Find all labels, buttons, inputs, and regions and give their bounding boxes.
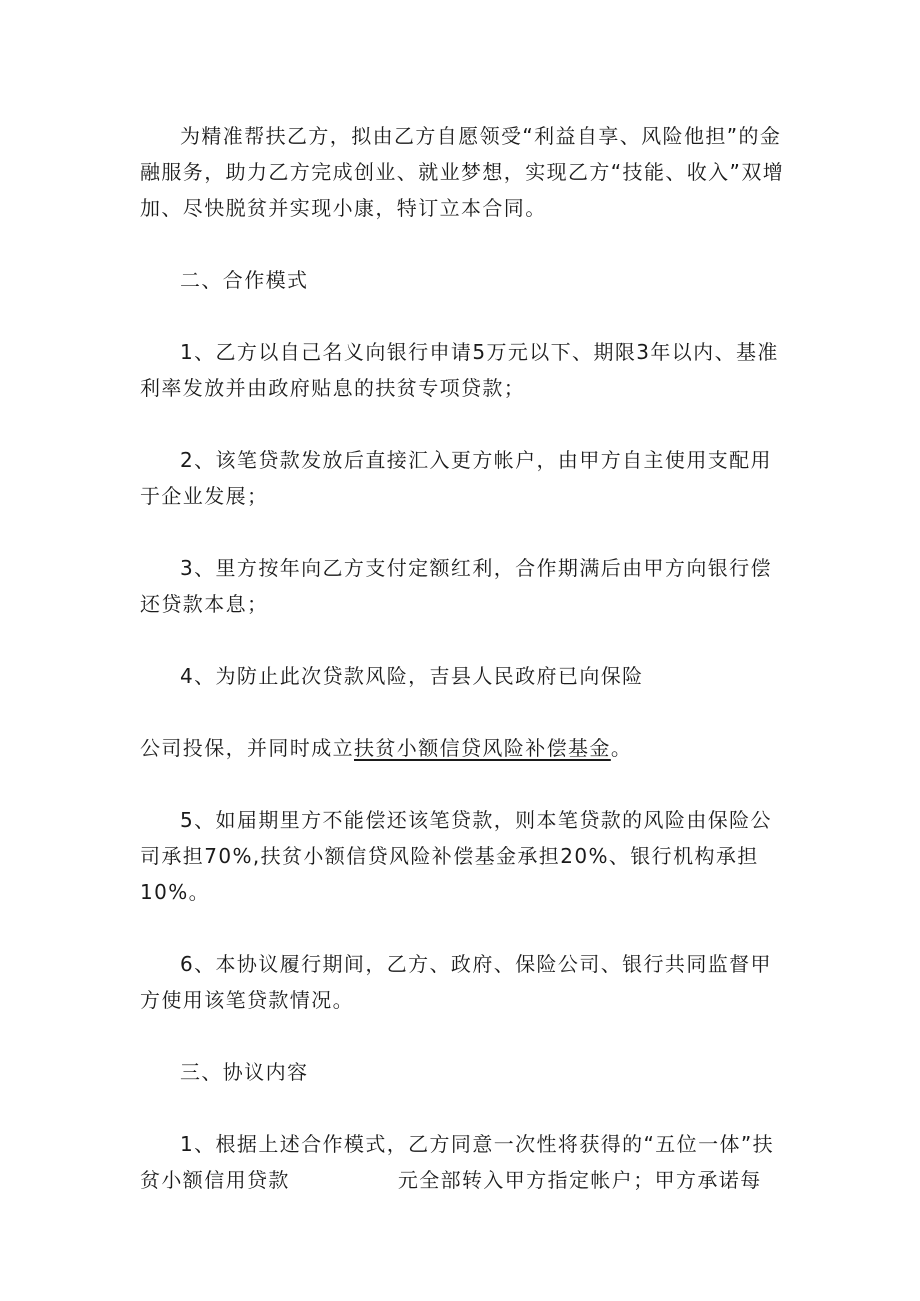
- clause-3: 3、里方按年向乙方支付定额红利，合作期满后由甲方向银行偿还贷款本息；: [140, 556, 772, 616]
- clause-2: 2、该笔贷款发放后直接汇入更方帐户，由甲方自主使用支配用于企业发展；: [140, 448, 772, 508]
- clause-4-text: 公司投保，并同时成立: [140, 736, 354, 760]
- section-heading-cooperation-mode: 二、合作模式: [180, 268, 309, 292]
- risk-fund-name: 扶贫小额信贷风险补偿基金: [354, 736, 611, 760]
- clause-1: 1、乙方以自己名义向银行申请5万元以下、期限3年以内、基准利率发放并由政府贴息的扶贫专项贷款；: [140, 340, 779, 400]
- clause-4-end: 。: [610, 736, 633, 760]
- clause-6: 6、本协议履行期间，乙方、政府、保险公司、银行共同监督甲方使用该笔贷款情况。: [140, 952, 772, 1012]
- clause-4-line-2: [140, 730, 790, 766]
- clause-4-line-1: 4、为防止此次贷款风险，吉县人民政府已向保险: [180, 664, 644, 688]
- agreement-clause-1: [140, 1126, 790, 1198]
- contract-body: [140, 118, 790, 1234]
- clause-5: 5、如届期里方不能偿还该笔贷款，则本笔贷款的风险由保险公司承担70%,扶贫小额信贷风险补偿基金承担20%、银行机构承担10%。: [140, 808, 772, 904]
- section-heading-agreement-content: 三、协议内容: [180, 1060, 309, 1084]
- intro-paragraph: 为精准帮扶乙方，拟由乙方自愿领受“利益自享、风险他担”的金融服务，助力乙方完成创业、就业梦想，实现乙方“技能、收入”双增加、尽快脱贫并实现小康，特订立本合同。: [140, 124, 785, 220]
- agreement-clause-1-continued: 元全部转入甲方指定帐户；甲方承诺每: [397, 1168, 762, 1192]
- agreement-clause-1-text: 1、根据上述合作模式，乙方同意一次性将获得的“五位一体”扶贫小额信用贷款: [140, 1132, 775, 1192]
